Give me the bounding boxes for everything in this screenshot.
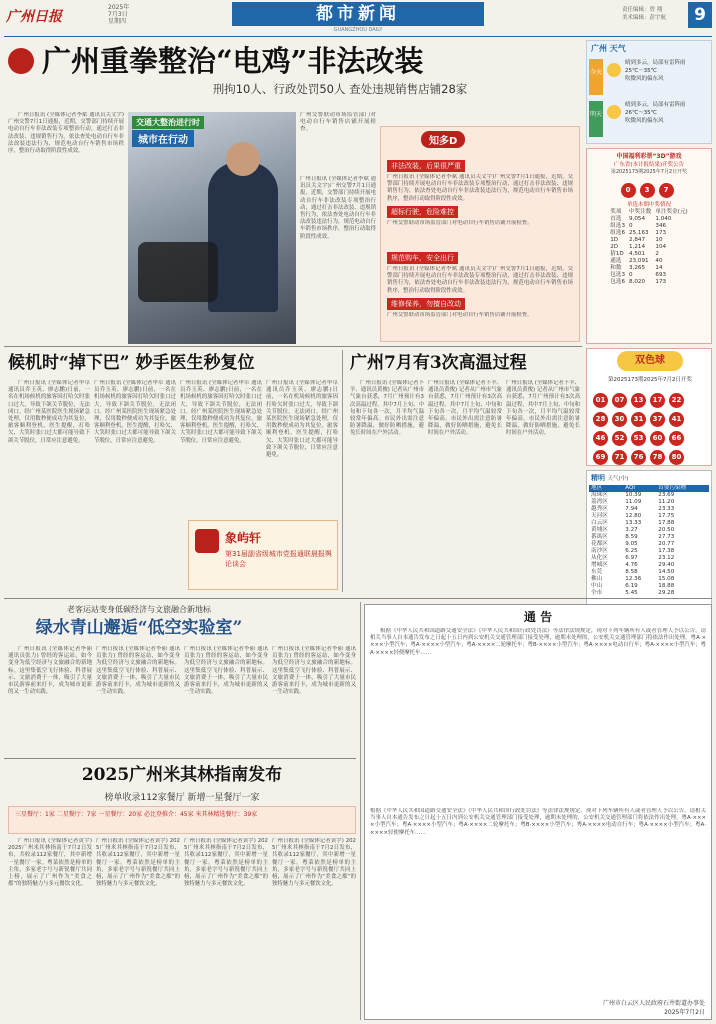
lottery-org: 中国福利彩票“3D”游戏 bbox=[616, 153, 682, 160]
ebike-silhouette bbox=[138, 242, 218, 302]
aqi-table bbox=[589, 485, 709, 597]
sec-c-col-2: 广州日报讯 (全媒体记者李丽 通讯员张力) 曾经的客运站，如今变身为低空经济与文旅融合的新地标。这里集低空飞行体验、科普展示、文旅消费于一体，吸引了大量市民游客前来打卡，成为城市更新的又一生动实践。 bbox=[96, 646, 180, 696]
knowledge-item-label: 维修保养，勿擅自改动 bbox=[387, 298, 465, 310]
weather-tomorrow bbox=[625, 101, 686, 125]
lottery-numbers bbox=[587, 177, 711, 198]
table-row bbox=[608, 258, 689, 265]
table-cell: 346 bbox=[655, 223, 667, 229]
weather-today-temp: 25℃～35℃ bbox=[625, 68, 657, 74]
table-row bbox=[608, 265, 689, 272]
editor-1: 责任编辑：曾 翔 bbox=[622, 7, 663, 13]
sec-d-col-2: 广州日报讯 (全媒体记者黄宇) 2025广州米其林指南于7月2日发布，共收录112家餐厅，其中新增一星餐厅一家。粤菜依然是榜单的主角，多家老字号与新锐餐厅共同上榜，展示了广州作为“美食之都”的独特魅力与多元餐饮文化。 bbox=[96, 838, 180, 888]
table-cell: 173 bbox=[655, 230, 667, 236]
table-header bbox=[608, 209, 689, 216]
ssq-ball: 60 bbox=[650, 431, 665, 446]
lottery-ball: 7 bbox=[659, 183, 674, 198]
knowledge-item-label: 非法改装，后果很严重 bbox=[387, 160, 465, 172]
table-cell: 18.88 bbox=[658, 583, 675, 589]
notice-box bbox=[364, 604, 712, 1020]
sun-cloud-icon bbox=[607, 105, 621, 119]
sec-b-title: 广州7月有3次高温过程 bbox=[350, 353, 527, 373]
ad-brand: 象屿轩 bbox=[225, 531, 262, 545]
table-cell: 黄埔区 bbox=[591, 527, 608, 533]
table-row bbox=[608, 251, 689, 258]
sec-b-col-3: 广州日报讯 (全媒体记者卜羊、通讯员黄俊) 记者从广州市气象台获悉，7月广州预计有3次高温过程，其中7月上旬、中旬和下旬各一次，月平均气温较常年偏高。市民外出需注意防暑降温，做好防晒措施，避免长时间在户外活动。 bbox=[506, 380, 580, 437]
table-row bbox=[589, 548, 709, 555]
table-cell: 6.97 bbox=[625, 555, 638, 561]
ssq-ball-row bbox=[593, 387, 688, 408]
ssq-ball: 17 bbox=[650, 393, 665, 408]
sec-a-col-1: 广州日报讯 (全媒体记者申卓 通讯员乔玉英、廖志鹏)日前，一名在机场候机的旅客因打哈欠时张口过大，导致下颌关节脱位，无法闭口。经广州某医院医生现场紧急处理，仅用数秒便成功为其复位，旅客顺利登机。医生提醒，打哈欠、大笑时张口过大都可能导致下颌关节脱位，日常应注意避免。 bbox=[8, 380, 90, 444]
table-row bbox=[589, 499, 709, 506]
table-cell: 11.09 bbox=[625, 499, 642, 505]
lottery-issue: 第2025173期2025年7月2日开奖 bbox=[610, 169, 688, 175]
table-cell: 南沙区 bbox=[591, 548, 608, 554]
table-row bbox=[589, 541, 709, 548]
table-row bbox=[608, 223, 689, 230]
ssq-ball: 37 bbox=[650, 412, 665, 427]
ssq-ball: 71 bbox=[612, 450, 627, 465]
table-row bbox=[589, 562, 709, 569]
table-cell: 25,163 bbox=[629, 230, 649, 236]
ssq-ball-row bbox=[593, 425, 688, 446]
table-cell: 11.20 bbox=[658, 499, 675, 505]
table-cell: 白云区 bbox=[591, 520, 608, 526]
table-cell: 直选 bbox=[610, 216, 622, 222]
table-cell: 天河区 bbox=[591, 513, 608, 519]
header-cell: AQI bbox=[625, 485, 636, 491]
ssq-ball: 22 bbox=[669, 393, 684, 408]
sec-d-col-1: 广州日报讯 (全媒体记者黄宇) 2025广州米其林指南于7月2日发布，共收录112家餐厅，其中新增一星餐厅一家。粤菜依然是榜单的主角，多家老字号与新锐餐厅共同上榜，展示了广州作为“美食之都”的独特魅力与多元餐饮文化。 bbox=[8, 838, 92, 888]
table-cell: 173 bbox=[655, 279, 667, 285]
editor-2: 美术编辑：彭宇航 bbox=[622, 15, 667, 21]
table-cell: 8.59 bbox=[625, 534, 638, 540]
police-figure bbox=[208, 162, 278, 312]
aqi-title-sub: 天气(中) bbox=[607, 476, 629, 482]
table-cell: 17.88 bbox=[658, 520, 675, 526]
masthead bbox=[0, 0, 716, 36]
ssq-ball: 53 bbox=[631, 431, 646, 446]
sec-c-col-3: 广州日报讯 (全媒体记者李丽 通讯员张力) 曾经的客运站，如今变身为低空经济与文旅融合的新地标。这里集低空飞行体验、科普展示、文旅消费于一体，吸引了大量市民游客前来打卡，成为城市更新的又一生动实践。 bbox=[184, 646, 268, 696]
table-cell: 3.27 bbox=[625, 527, 638, 533]
ssq-ball: 28 bbox=[593, 412, 608, 427]
table-cell: 10.39 bbox=[625, 492, 642, 498]
header-cell: 首要污染物 bbox=[658, 485, 687, 491]
table-row bbox=[608, 279, 689, 286]
aqi-panel bbox=[586, 470, 712, 618]
masthead-rule bbox=[4, 36, 712, 37]
table-row bbox=[589, 583, 709, 590]
ssq-ball: 80 bbox=[669, 450, 684, 465]
weather-today-wind: 吹微风的偏东风 bbox=[625, 76, 664, 82]
weather-today bbox=[625, 59, 686, 83]
table-cell: 17.75 bbox=[658, 513, 675, 519]
table-cell: 番禺区 bbox=[591, 534, 608, 540]
column-rule bbox=[360, 602, 361, 1020]
header-cell: 单注奖金(元) bbox=[655, 209, 688, 215]
table-row bbox=[589, 492, 709, 499]
ssq-ball: 69 bbox=[593, 450, 608, 465]
table-cell: 15.08 bbox=[658, 576, 675, 582]
weather-today-label: 今天 bbox=[589, 59, 603, 95]
table-row bbox=[608, 230, 689, 237]
knowledge-item-text: 广州交警联动市场监管部门对电动自行车销售店铺开展检查。 bbox=[387, 220, 533, 226]
ssq-ball: 30 bbox=[612, 412, 627, 427]
table-cell: 4.76 bbox=[625, 562, 638, 568]
table-cell: 2 bbox=[655, 251, 659, 257]
ssq-ball: 78 bbox=[650, 450, 665, 465]
weather-tomorrow-wind: 吹微风的偏东风 bbox=[625, 118, 664, 124]
table-row bbox=[589, 534, 709, 541]
editors bbox=[622, 6, 666, 22]
ssq-ball-row bbox=[593, 406, 688, 427]
table-cell: 104 bbox=[655, 244, 667, 250]
ssq-ball: 76 bbox=[631, 450, 646, 465]
knowledge-item bbox=[387, 153, 573, 202]
table-cell: 从化区 bbox=[591, 555, 608, 561]
weather-tomorrow-label: 明天 bbox=[589, 101, 603, 137]
lottery-org2: 广东省(本计报结果)开奖公告 bbox=[613, 162, 685, 168]
knowledge-title: 知多D bbox=[421, 131, 465, 148]
ad-box bbox=[188, 520, 338, 590]
knowledge-item-text: 广州日报讯 (全媒体记者李斌 通讯员关文宇)广州交警7月1日通报，近期，交警部门持续开展电动自行车非法改装专项整治行动，通过打击非法改装、违规销售行为，依法查处电动自行车非法改装违法行为，规范电动自行车销售市场秩序，整治行动取得阶段性成效。 bbox=[387, 174, 573, 202]
sec-a-col-3: 广州日报讯 (全媒体记者申卓 通讯员乔玉英、廖志鹏)日前，一名在机场候机的旅客因打哈欠时张口过大，导致下颌关节脱位，无法闭口。经广州某医院医生现场紧急处理，仅用数秒便成功为其复位，旅客顺利登机。医生提醒，打哈欠、大笑时张口过大都可能导致下颌关节脱位，日常应注意避免。 bbox=[180, 380, 262, 444]
table-cell: 2,847 bbox=[629, 237, 646, 243]
weather-today-desc: 晴到多云，局部有雷阵雨 bbox=[625, 60, 686, 66]
table-cell: 和数 bbox=[610, 265, 622, 271]
notice-body-2: 根据《中华人民共和国道路交通安全法》《中华人民共和国行政处罚法》等法律法规规定，现对下列车辆所有人或者管理人予以公告。请相关当事人自本通告发布之日起十五日内到公安机关交通管理部门接受处理，逾期未处理的，公安机关交通管理部门将依法作出处理。粤A·××××小型汽车；粤A·××××小型汽车；粤A·××××二轮摩托车；粤B·××××小型汽车；粤A·××××电动自行车；粤A·××××小型汽车；粤A·××××轻便摩托车…… bbox=[370, 808, 706, 836]
ssq-ball: 46 bbox=[593, 431, 608, 446]
table-cell: 23.12 bbox=[658, 555, 675, 561]
table-row bbox=[589, 506, 709, 513]
table-row bbox=[589, 527, 709, 534]
table-cell: 海珠区 bbox=[591, 492, 608, 498]
table-cell: 佛山 bbox=[591, 576, 603, 582]
table-cell: 1D bbox=[610, 237, 619, 243]
table-cell: 通选 bbox=[610, 258, 622, 264]
table-row bbox=[608, 244, 689, 251]
knowledge-item bbox=[387, 291, 573, 346]
table-cell: 40 bbox=[655, 258, 663, 264]
table-cell: 14.50 bbox=[658, 569, 675, 575]
table-cell: 9.05 bbox=[625, 541, 638, 547]
table-cell: 29.40 bbox=[658, 562, 675, 568]
table-cell: 7.94 bbox=[625, 506, 638, 512]
table-row bbox=[608, 237, 689, 244]
weather-tomorrow-temp: 26℃～35℃ bbox=[625, 110, 657, 116]
ssq-ball: 41 bbox=[669, 412, 684, 427]
notice-date: 2025年7月2日 bbox=[664, 1009, 705, 1016]
ssq-ball: 66 bbox=[669, 431, 684, 446]
knowledge-item-text: 广州交警联动市场监管部门对电动自行车销售店铺开展检查。 bbox=[387, 312, 533, 318]
table-cell: 增城区 bbox=[591, 562, 608, 568]
table-cell: 23.33 bbox=[658, 506, 675, 512]
table-cell: 10 bbox=[655, 237, 663, 243]
section-english: GUANGZHOU DAILY bbox=[333, 27, 383, 33]
ssq-ball: 01 bbox=[593, 393, 608, 408]
date-weekday: 星期四 bbox=[108, 18, 127, 25]
table-cell: 全市 bbox=[591, 590, 603, 596]
ssq-issue: 第2025173期2025年7月2日开奖 bbox=[608, 377, 692, 383]
table-row bbox=[589, 513, 709, 520]
column-rule bbox=[342, 350, 343, 592]
sun-cloud-icon bbox=[607, 63, 621, 77]
table-row bbox=[608, 272, 689, 279]
sec-c-title: 绿水青山邂逅“低空实验室” bbox=[35, 618, 243, 638]
knowledge-box bbox=[380, 126, 580, 342]
table-cell: 13.33 bbox=[625, 520, 642, 526]
section-banner: 都市新闻 bbox=[232, 2, 484, 26]
table-cell: 组选3 bbox=[610, 223, 625, 229]
table-cell: 8.58 bbox=[625, 569, 638, 575]
header-cell: 奖项 bbox=[610, 209, 622, 215]
table-cell: 东莞 bbox=[591, 569, 603, 575]
sec-b-col-1: 广州日报讯 (全媒体记者卜羊、通讯员黄俊) 记者从广州市气象台获悉，7月广州预计有3次高温过程，其中7月上旬、中旬和下旬各一次，月平均气温较常年偏高。市民外出需注意防暑降温，做好防晒措施，避免长时间在户外活动。 bbox=[350, 380, 424, 437]
ssq-logo: 双色球 bbox=[617, 351, 683, 371]
knowledge-item bbox=[387, 245, 573, 294]
headline-photo bbox=[128, 112, 296, 344]
lottery-panel bbox=[586, 148, 712, 344]
sec-d-subtitle: 榜单收录112家餐厅 新增一星餐厅一家 bbox=[104, 793, 260, 803]
lottery-table-title: 单选本期中奖情况 bbox=[626, 202, 671, 208]
header-cell: 中奖注数 bbox=[629, 209, 652, 215]
table-cell: 花都区 bbox=[591, 541, 608, 547]
sec-d-col-3: 广州日报讯 (全媒体记者黄宇) 2025广州米其林指南于7月2日发布，共收录112家餐厅，其中新增一星餐厅一家。粤菜依然是榜单的主角，多家老字号与新锐餐厅共同上榜，展示了广州作为“美食之都”的独特魅力与多元餐饮文化。 bbox=[184, 838, 268, 888]
knowledge-item-text: 广州日报讯 (全媒体记者李斌 通讯员关文宇)广州交警7月1日通报，近期，交警部门持续开展电动自行车非法改装专项整治行动，通过打击非法改装、违规销售行为，依法查处电动自行车非法改装违法行为，规范电动自行车销售市场秩序，整治行动取得阶段性成效。 bbox=[387, 266, 573, 294]
table-cell: 12.80 bbox=[625, 513, 642, 519]
sec-d-title: 2025广州米其林指南发布 bbox=[81, 765, 283, 785]
table-header bbox=[589, 485, 709, 492]
headline-body-2: 广州日报讯 (全媒体记者李斌 通讯员关文宇)广州交警7月1日通报，近期，交警部门持续开展电动自行车非法改装专项整治行动，通过打击非法改装、违规销售行为，依法查处电动自行车非法改装违法行为，规范电动自行车销售市场秩序，整治行动取得阶段性成效。 bbox=[300, 176, 376, 240]
police-head bbox=[226, 142, 260, 176]
sec-c-kicker: 老客运站变身低碳经济与文旅融合新地标 bbox=[67, 605, 211, 614]
headline-subtitle: 刑拘10人、行政处罚50人 查处违规销售店铺28家 bbox=[212, 82, 468, 96]
table-cell: 6.25 bbox=[625, 548, 638, 554]
notice-sign: 广州市白云区人民政府石井街道办事处 bbox=[602, 1000, 705, 1007]
table-cell: 1,214 bbox=[629, 244, 646, 250]
table-cell: 组选6 bbox=[610, 230, 625, 236]
table-cell: 包选3 bbox=[610, 272, 625, 278]
sec-a-title: 候机时“掉下巴” 妙手医生秒复位 bbox=[8, 353, 255, 373]
table-cell: 4,501 bbox=[629, 251, 646, 257]
table-cell: 2D bbox=[610, 244, 619, 250]
table-row bbox=[608, 216, 689, 223]
ssq-panel bbox=[586, 348, 712, 466]
table-row bbox=[589, 569, 709, 576]
weather-tomorrow-desc: 晴到多云，局部有雷阵雨 bbox=[625, 102, 686, 108]
headline-title: 广州重拳整治“电鸡”非法改装 bbox=[42, 44, 424, 78]
ssq-ball-row bbox=[593, 444, 688, 465]
headline-marker bbox=[8, 48, 34, 74]
table-cell: 0 bbox=[629, 272, 633, 278]
table-cell: 越秀区 bbox=[591, 506, 608, 512]
sec-c-col-1: 广州日报讯 (全媒体记者李丽 通讯员张力) 曾经的客运站，如今变身为低空经济与文旅融合的新地标。这里集低空飞行体验、科普展示、文旅消费于一体，吸引了大量市民游客前来打卡，成为城市更新的又一生动实践。 bbox=[8, 646, 92, 696]
notice-body: 根据《中华人民共和国道路交通安全法》《中华人民共和国行政处罚法》等法律法规规定，现对下列车辆所有人或者管理人予以公告。请相关当事人自本通告发布之日起十五日内到公安机关交通管理部门接受处理，逾期未处理的，公安机关交通管理部门将依法作出处理。粤A·××××小型汽车；粤A·××××小型汽车；粤A·××××二轮摩托车；粤B·××××小型汽车；粤A·××××电动自行车；粤A·××××小型汽车；粤A·××××轻便摩托车…… bbox=[370, 628, 706, 656]
photo-caption: 广州交警联动市场监管部门对电动自行车销售店铺开展检查。 bbox=[300, 112, 376, 133]
photo-tag-top: 交通大整治进行时 bbox=[132, 116, 204, 129]
photo-tag: 城市在行动 bbox=[132, 130, 194, 147]
lottery-ball: 0 bbox=[621, 183, 636, 198]
ssq-ball: 31 bbox=[631, 412, 646, 427]
michelin-box: 三星餐厅：1家 二星餐厅：7家 一星餐厅：20家 必比登推介：45家 米其林精选餐厅：39家 bbox=[8, 806, 356, 834]
table-cell: 猜1D bbox=[610, 251, 624, 257]
date-day: 7月3日 bbox=[108, 11, 128, 18]
ssq-ball: 52 bbox=[612, 431, 627, 446]
aqi-title bbox=[587, 471, 711, 485]
table-cell: 8,020 bbox=[629, 279, 646, 285]
ssq-ball: 07 bbox=[612, 393, 627, 408]
table-row bbox=[589, 576, 709, 583]
table-cell: 1,040 bbox=[655, 216, 672, 222]
section-rule bbox=[4, 758, 356, 759]
table-cell: 27.73 bbox=[658, 534, 675, 540]
table-cell: 9,054 bbox=[629, 216, 646, 222]
knowledge-item bbox=[387, 199, 573, 248]
table-cell: 荔湾区 bbox=[591, 499, 608, 505]
headline-body: 广州日报讯 (全媒体记者李斌 通讯员关文宇)广州交警7月1日通报，近期，交警部门持续开展电动自行车非法改装专项整治行动，通过打击非法改装、违规销售行为，依法查处电动自行车非法改装违法行为，规范电动自行车销售市场秩序，整治行动取得阶段性成效。 bbox=[8, 112, 124, 155]
weather-panel bbox=[586, 40, 712, 144]
header-cell: 地区 bbox=[591, 485, 603, 491]
table-cell: 23,091 bbox=[629, 258, 649, 264]
sec-a-col-2: 广州日报讯 (全媒体记者申卓 通讯员乔玉英、廖志鹏)日前，一名在机场候机的旅客因打哈欠时张口过大，导致下颌关节脱位，无法闭口。经广州某医院医生现场紧急处理，仅用数秒便成功为其复位，旅客顺利登机。医生提醒，打哈欠、大笑时张口过大都可能导致下颌关节脱位，日常应注意避免。 bbox=[94, 380, 176, 444]
section-rule bbox=[4, 346, 582, 347]
sec-d-col-4: 广州日报讯 (全媒体记者黄宇) 2025广州米其林指南于7月2日发布，共收录112家餐厅，其中新增一星餐厅一家。粤菜依然是榜单的主角，多家老字号与新锐餐厅共同上榜，展示了广州作为“美食之都”的独特魅力与多元餐饮文化。 bbox=[272, 838, 356, 888]
knowledge-item-label: 规范购车，安全出行 bbox=[387, 252, 458, 264]
table-cell: 5.45 bbox=[625, 590, 638, 596]
table-cell: 中山 bbox=[591, 583, 603, 589]
table-row bbox=[589, 590, 709, 597]
sec-a-col-4: 广州日报讯 (全媒体记者申卓 通讯员乔玉英、廖志鹏)日前，一名在机场候机的旅客因打哈欠时张口过大，导致下颌关节脱位，无法闭口。经广州某医院医生现场紧急处理，仅用数秒便成功为其复位，旅客顺利登机。医生提醒，打哈欠、大笑时张口过大都可能导致下颌关节脱位，日常应注意避免。 bbox=[266, 380, 338, 459]
table-cell: 693 bbox=[655, 272, 667, 278]
table-cell: 20.77 bbox=[658, 541, 675, 547]
lottery-ball: 3 bbox=[640, 183, 655, 198]
ad-brand-mark bbox=[195, 529, 219, 553]
table-cell: 3,265 bbox=[629, 265, 646, 271]
aqi-title-main: 精明 bbox=[591, 474, 605, 482]
table-cell: 14 bbox=[655, 265, 663, 271]
table-cell: 12.36 bbox=[625, 576, 642, 582]
newspaper-logo: 广州日报 bbox=[6, 9, 62, 25]
sec-b-col-2: 广州日报讯 (全媒体记者卜羊、通讯员黄俊) 记者从广州市气象台获悉，7月广州预计有3次高温过程，其中7月上旬、中旬和下旬各一次，月平均气温较常年偏高。市民外出需注意防暑降温，做好防晒措施，避免长时间在户外活动。 bbox=[428, 380, 502, 437]
table-cell: 29.28 bbox=[658, 590, 675, 596]
ssq-ball: 13 bbox=[631, 393, 646, 408]
sec-c-col-4: 广州日报讯 (全媒体记者李丽 通讯员张力) 曾经的客运站，如今变身为低空经济与文旅融合的新地标。这里集低空飞行体验、科普展示、文旅消费于一体，吸引了大量市民游客前来打卡，成为城市更新的又一生动实践。 bbox=[272, 646, 356, 696]
lottery-table bbox=[608, 209, 689, 286]
table-cell: 6.19 bbox=[625, 583, 638, 589]
table-cell: 0 bbox=[629, 223, 633, 229]
section-rule bbox=[4, 598, 712, 599]
table-cell: 包选6 bbox=[610, 279, 625, 285]
weather-title: 广州 天气 bbox=[591, 44, 626, 53]
table-row bbox=[589, 520, 709, 527]
notice-title: 通 告 bbox=[523, 610, 553, 624]
table-cell: 20.50 bbox=[658, 527, 675, 533]
date-year: 2025年 bbox=[108, 4, 130, 11]
table-cell: 17.38 bbox=[658, 548, 675, 554]
table-cell: 23.69 bbox=[658, 492, 675, 498]
table-row bbox=[589, 555, 709, 562]
knowledge-item-label: 超标行驶，危险难控 bbox=[387, 206, 458, 218]
ad-text: 第31届副省级城市党报通联晨报舆论谈会 bbox=[225, 550, 332, 568]
issue-date bbox=[108, 4, 129, 25]
page-number: 9 bbox=[688, 2, 712, 28]
